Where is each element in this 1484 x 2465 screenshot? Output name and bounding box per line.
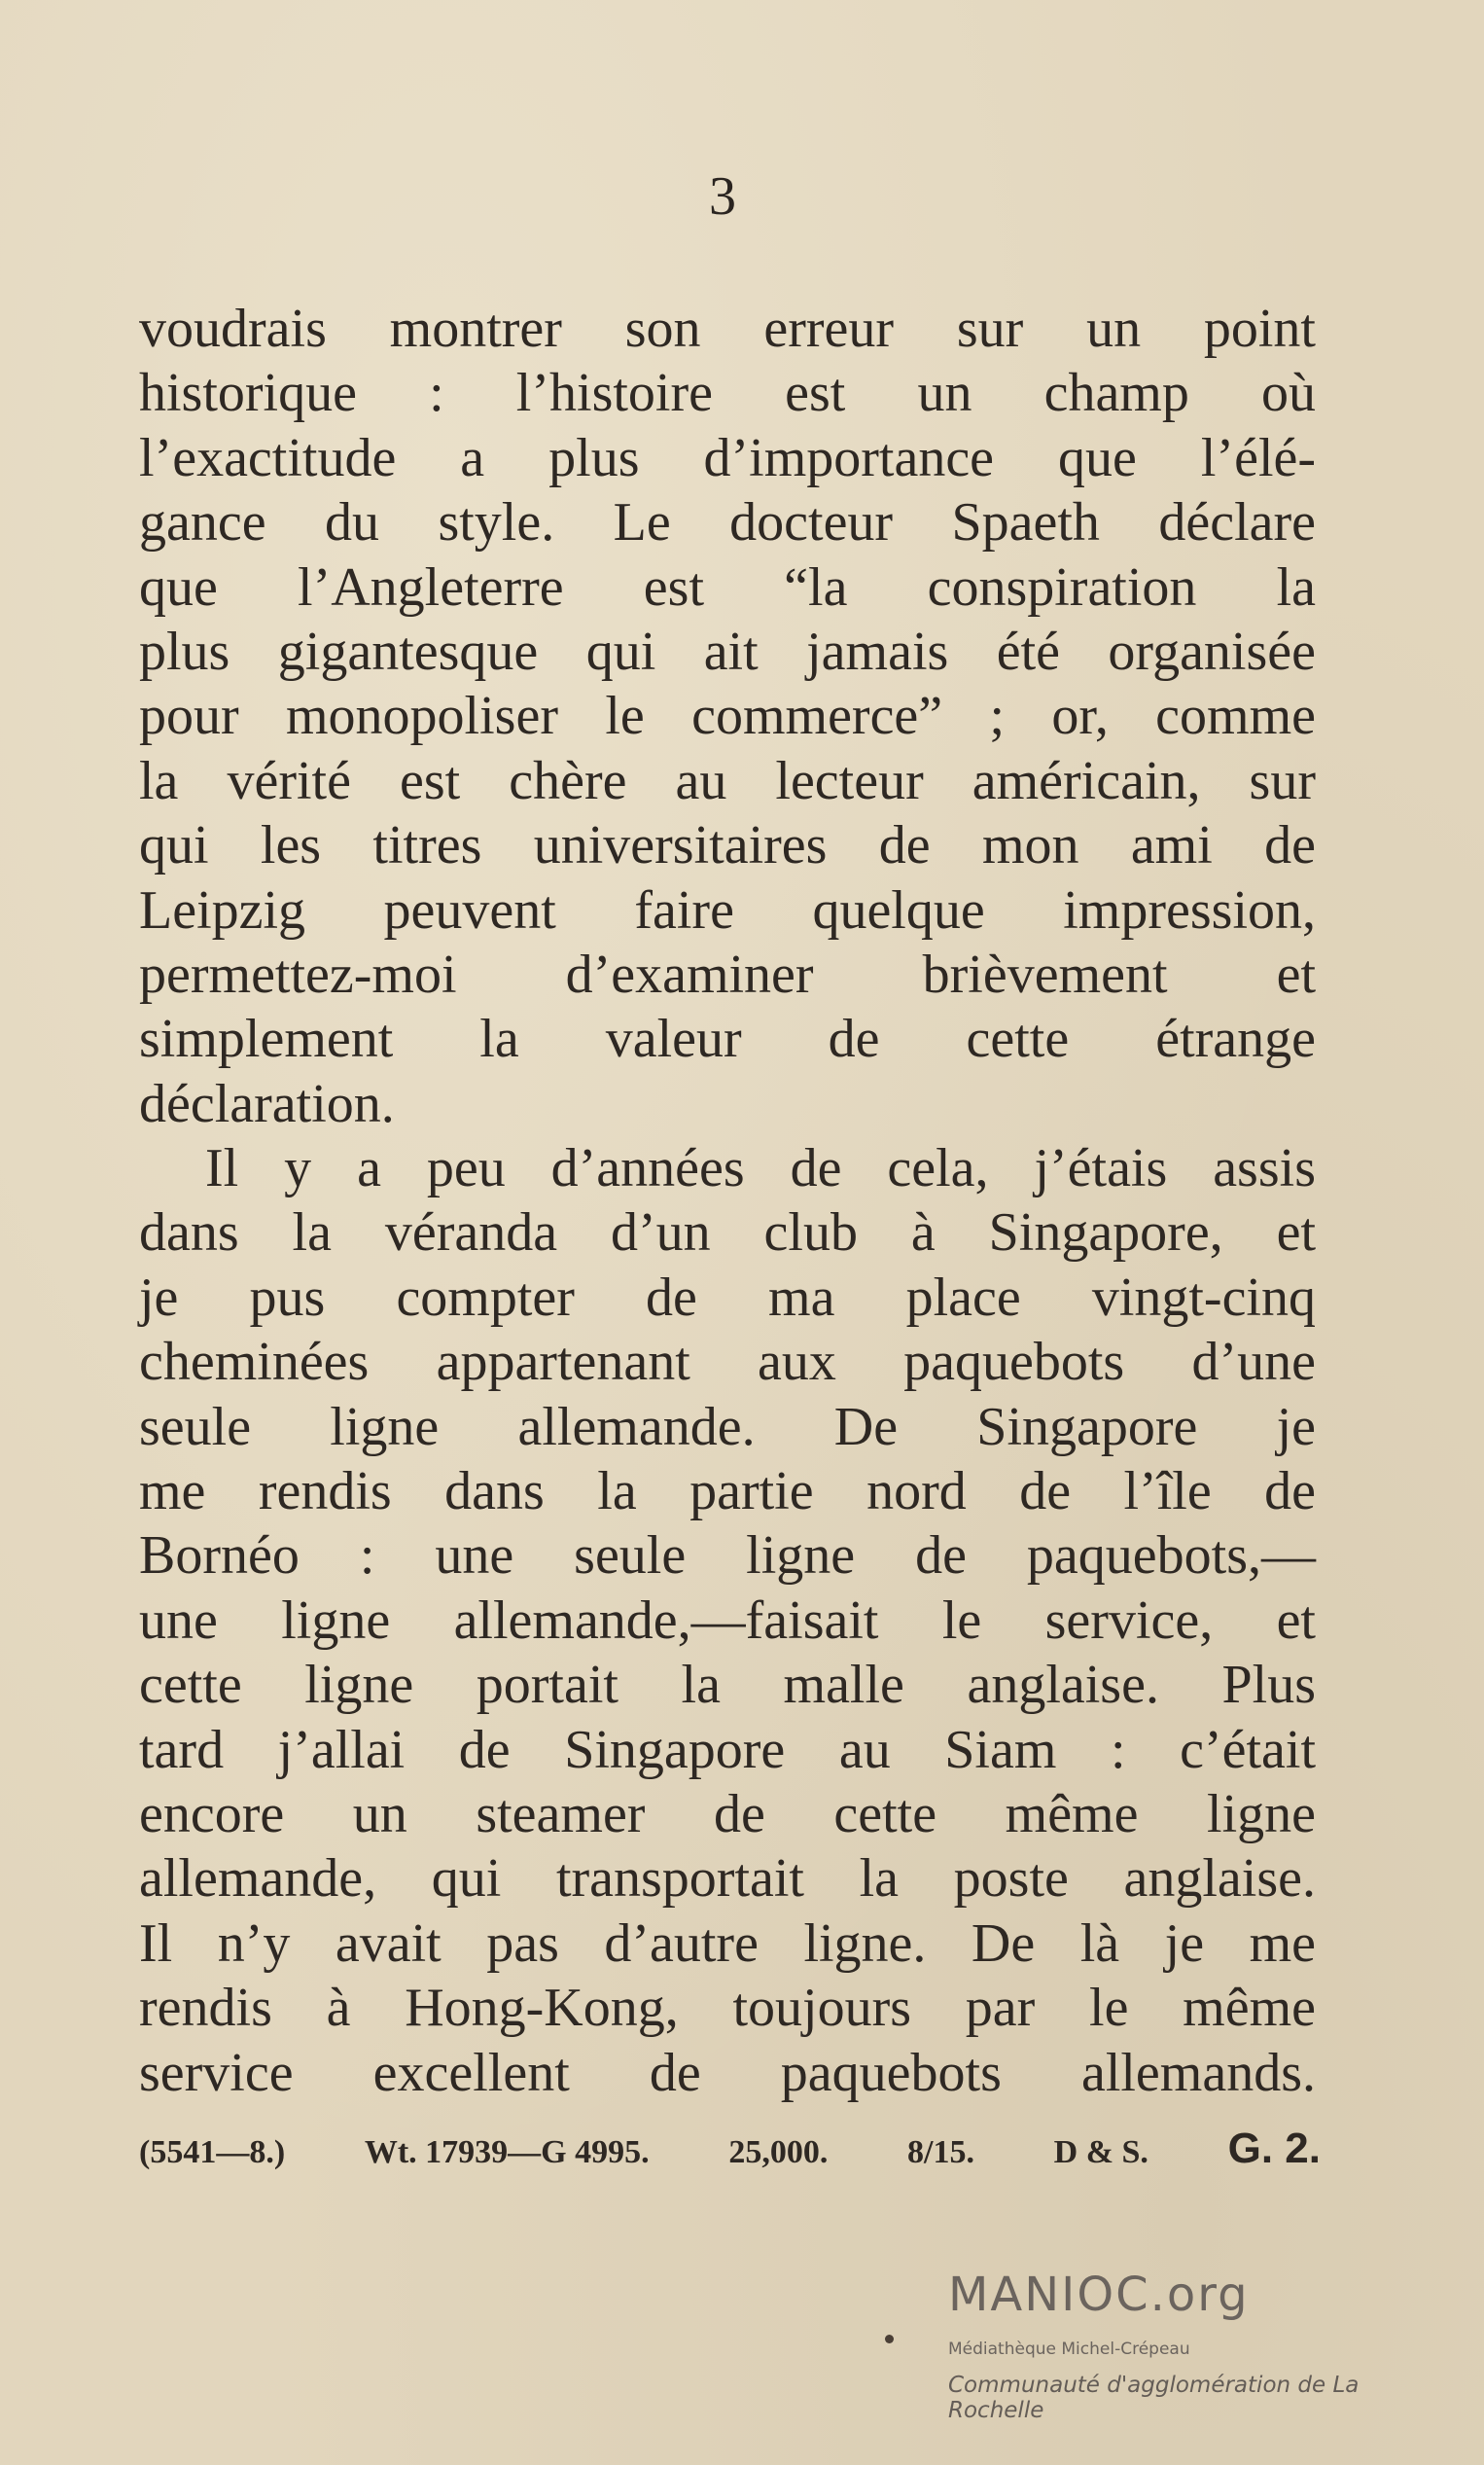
watermark-community: Communauté d'agglomération de La Rochelle [948,2373,1360,2423]
text-line: seule ligne allemande. De Singapore je [139,1396,1316,1457]
text-line: me rendis dans la partie nord de l’île de [139,1461,1316,1522]
text-line: l’exactitude a plus d’importance que l’élé- [139,427,1316,488]
text-line: historique : l’histoire est un champ où [139,363,1316,424]
text-line: qui les titres universitaires de mon ami de [139,815,1316,876]
imprint-date: 8/15. [907,2134,974,2170]
text-line: Il y a peu d’années de cela, j’étais assis [205,1138,1316,1199]
ink-dot [885,2335,894,2343]
imprint-code: (5541—8.) [139,2134,286,2170]
watermark-brand: MANIOC.org [948,2268,1250,2322]
text-line: déclaration. [139,1073,395,1134]
text-line: pour monopoliser le commerce” ; or, comme [139,686,1316,747]
text-line: que l’Angleterre est “la conspiration la [139,556,1316,618]
watermark-library: Médiathèque Michel-Crépeau [948,2340,1190,2359]
page-number: 3 [709,166,736,227]
text-line: cheminées appartenant aux paquebots d’une [139,1332,1316,1393]
text-line: je pus compter de ma place vingt-cinq [139,1267,1316,1328]
text-line: rendis à Hong-Kong, toujours par le même [139,1978,1316,2039]
imprint-printer: D & S. [1053,2134,1148,2170]
text-line: dans la véranda d’un club à Singapore, et [139,1202,1316,1264]
text-line: la vérité est chère au lecteur américain, sur [139,750,1316,811]
library-watermark [948,2268,1454,2423]
text-line: encore un steamer de cette même ligne [139,1783,1316,1844]
text-line: plus gigantesque qui ait jamais été organisée [139,621,1316,682]
text-line: une ligne allemande,—faisait le service, et [139,1590,1316,1651]
text-line: voudrais montrer son erreur sur un point [139,299,1316,359]
text-line: simplement la valeur de cette étrange [139,1009,1316,1070]
text-line: allemande, qui transportait la poste anglaise. [139,1848,1316,1910]
imprint-series: G. 2. [1227,2125,1321,2172]
imprint-wt: Wt. 17939—G 4995. [364,2134,650,2170]
text-line: tard j’allai de Singapore au Siam : c’était [139,1719,1316,1780]
text-line: gance du style. Le docteur Spaeth déclare [139,492,1316,554]
body-text [139,297,1316,2105]
text-line: Bornéo : une seule ligne de paquebots,— [139,1525,1316,1587]
printer-imprint [139,2125,1321,2173]
text-line: service excellent de paquebots allemands. [139,2042,1316,2103]
text-line: cette ligne portait la malle anglaise. Plus [139,1655,1316,1716]
imprint-count: 25,000. [728,2134,829,2170]
text-line: Il n’y avait pas d’autre ligne. De là je me [139,1912,1316,1974]
text-line: Leipzig peuvent faire quelque impression, [139,879,1316,941]
text-line: permettez-moi d’examiner brièvement et [139,944,1316,1005]
